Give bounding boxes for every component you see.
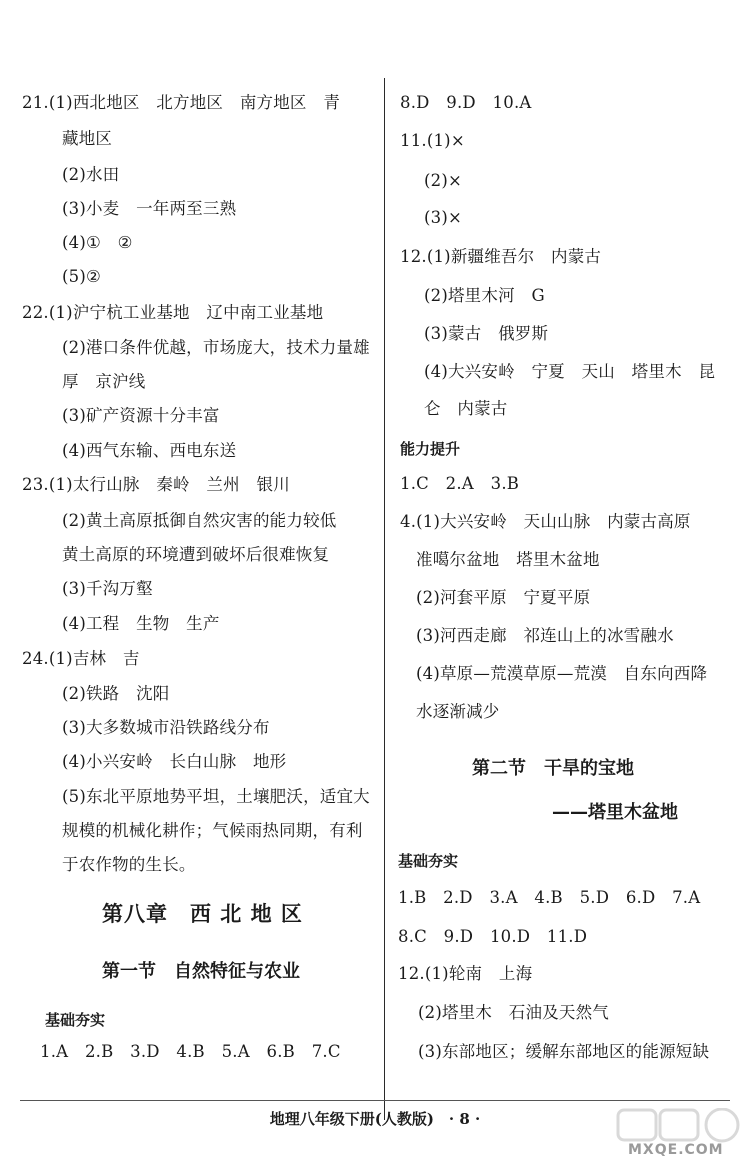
sub-heading: 能力提升 [400,440,461,458]
answer-line: (2)铁路 沈阳 [62,684,170,703]
section-subtitle: ——塔里木盆地 [552,802,678,823]
answer-line: (3)大多数城市沿铁路线分布 [62,718,270,737]
answer-line: (3)蒙古 俄罗斯 [424,324,549,343]
footer-rule [20,1100,730,1101]
answer-line: (2)水田 [62,165,120,184]
answer-line: 22.(1)沪宁杭工业基地 辽中南工业基地 [22,303,324,322]
answer-line: (4)小兴安岭 长白山脉 地形 [62,752,287,771]
answer-line: (2)塔里木河 G [424,286,545,305]
answer-line: (2)港口条件优越，市场庞大，技术力量雄 [62,338,370,357]
answer-line: 1.B 2.D 3.A 4.B 5.D 6.D 7.A [398,888,701,907]
answer-line: 4.(1)大兴安岭 天山山脉 内蒙古高原 [400,512,691,531]
answer-line: (2)河套平原 宁夏平原 [416,588,591,607]
answer-line: 8.D 9.D 10.A [400,93,532,112]
section-title: 第一节 自然特征与农业 [102,961,300,982]
answer-line: 11.(1)× [400,131,465,150]
sub-heading: 基础夯实 [45,1011,106,1029]
answer-line: 21.(1)西北地区 北方地区 南方地区 青 [22,93,341,112]
answer-line: (4)草原—荒漠草原—荒漠 自东向西降 [416,664,708,683]
answer-line: 于农作物的生长。 [62,855,196,874]
sub-heading: 基础夯实 [398,852,459,870]
column-divider [384,78,385,1120]
answer-line: 水逐渐减少 [416,702,500,721]
answer-line: 23.(1)太行山脉 秦岭 兰州 银川 [22,475,290,494]
answer-line: (3)小麦 一年两至三熟 [62,199,237,218]
answer-line: 藏地区 [62,129,113,148]
answer-line: 黄土高原的环境遭到破坏后很难恢复 [62,545,330,564]
answer-line: 12.(1)新疆维吾尔 内蒙古 [400,247,602,266]
page-footer: 地理八年级下册(人教版) · 8 · [269,1110,481,1128]
watermark-text: MXQE.COM [628,1142,724,1158]
answer-line: (2)塔里木 石油及天然气 [418,1003,609,1022]
answer-line: (2)× [424,171,462,190]
section-title: 第二节 干旱的宝地 [472,758,634,779]
answer-line: (5)东北平原地势平坦，土壤肥沃，适宜大 [62,787,370,806]
answer-line: (4)大兴安岭 宁夏 天山 塔里木 昆 [424,362,716,381]
answer-line: (3)河西走廊 祁连山上的冰雪融水 [416,626,674,645]
answer-line: (3)矿产资源十分丰富 [62,406,220,425]
answer-line: (5)② [62,267,101,286]
answer-line: 24.(1)吉林 吉 [22,649,140,668]
chapter-title: 第八章 西 北 地 区 [102,902,303,926]
answer-line: (4)西气东输、西电东送 [62,441,237,460]
answer-line: 规模的机械化耕作；气候雨热同期，有利 [62,821,363,840]
answer-line: 12.(1)轮南 上海 [398,964,533,983]
answer-line: 8.C 9.D 10.D 11.D [398,927,588,946]
answer-line: 准噶尔盆地 塔里木盆地 [416,550,600,569]
answer-line: 1.A 2.B 3.D 4.B 5.A 6.B 7.C [40,1042,341,1061]
answer-line: 仑 内蒙古 [424,399,508,418]
answer-line: (4)① ② [62,233,133,252]
answer-line: (3)× [424,208,462,227]
answer-line: (3)千沟万壑 [62,579,153,598]
answer-line: (4)工程 生物 生产 [62,614,220,633]
answer-line: (2)黄土高原抵御自然灾害的能力较低 [62,511,337,530]
answer-line: 厚 京沪线 [62,372,146,391]
answer-line: (3)东部地区；缓解东部地区的能源短缺 [418,1042,710,1061]
answer-line: 1.C 2.A 3.B [400,474,520,493]
